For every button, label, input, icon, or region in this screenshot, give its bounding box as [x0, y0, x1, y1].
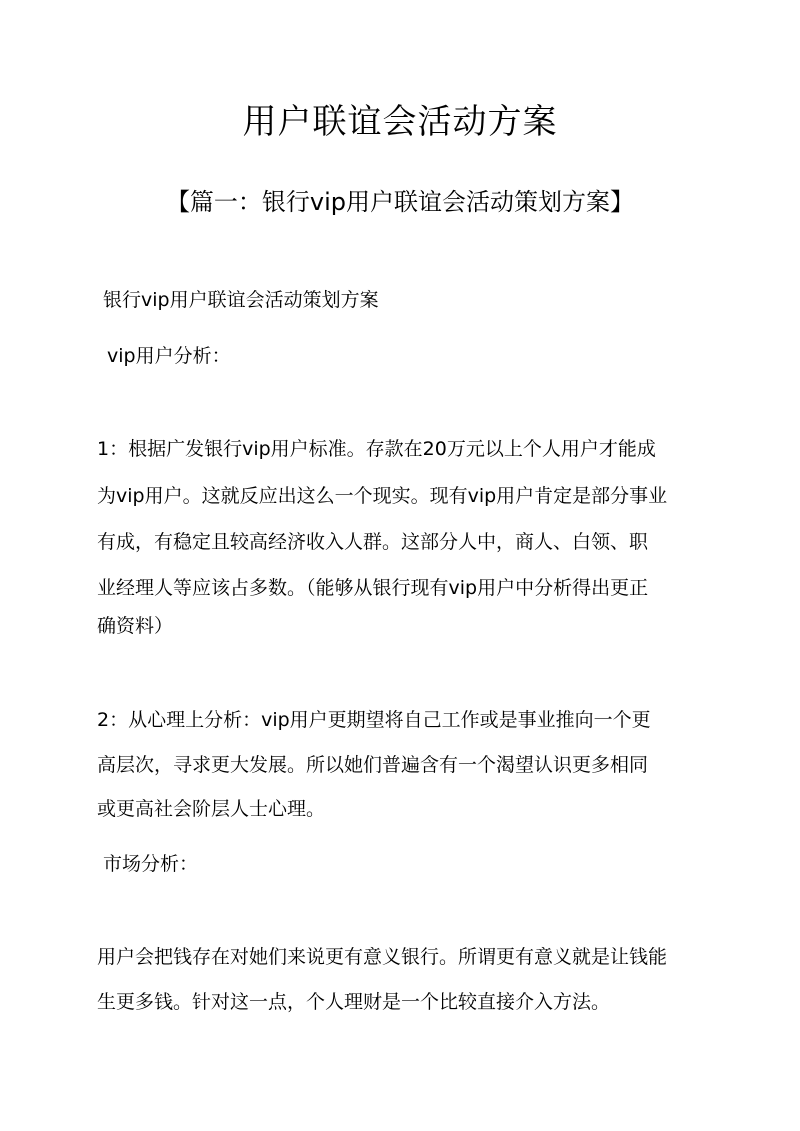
- section-heading-market-analysis: 市场分析：: [103, 853, 199, 875]
- paragraph-1-line-5: 确资料）: [97, 615, 174, 637]
- paragraph-1-line-2: 为vip用户。这就反应出这么一个现实。现有vip用户肯定是部分事业: [97, 485, 668, 507]
- paragraph-2-line-3: 或更高社会阶层人士心理。: [97, 798, 326, 820]
- paragraph-1-line-3: 有成，有稳定且较高经济收入人群。这部分人中，商人、白领、职: [97, 531, 649, 553]
- section-heading-strategy: 银行vip用户联谊会活动策划方案: [103, 289, 379, 311]
- paragraph-1-line-1: 1：根据广发银行vip用户标准。存款在20万元以上个人用户才能成: [97, 438, 656, 460]
- paragraph-2-line-1: 2：从心理上分析：vip用户更期望将自己工作或是事业推向一个更: [97, 709, 651, 731]
- document-subtitle: 【篇一：银行vip用户联谊会活动策划方案】: [165, 188, 635, 216]
- paragraph-3-line-2: 生更多钱。针对这一点，个人理财是一个比较直接介入方法。: [97, 991, 611, 1013]
- paragraph-2-line-2: 高层次，寻求更大发展。所以她们普遍含有一个渴望认识更多相同: [97, 754, 649, 776]
- paragraph-3-line-1: 用户会把钱存在对她们来说更有意义银行。所谓更有意义就是让钱能: [97, 946, 668, 968]
- section-heading-vip-analysis: vip用户分析：: [107, 345, 231, 367]
- document-title: 用户联谊会活动方案: [242, 102, 558, 142]
- paragraph-1-line-4: 业经理人等应该占多数。（能够从银行现有vip用户中分析得出更正: [97, 577, 649, 599]
